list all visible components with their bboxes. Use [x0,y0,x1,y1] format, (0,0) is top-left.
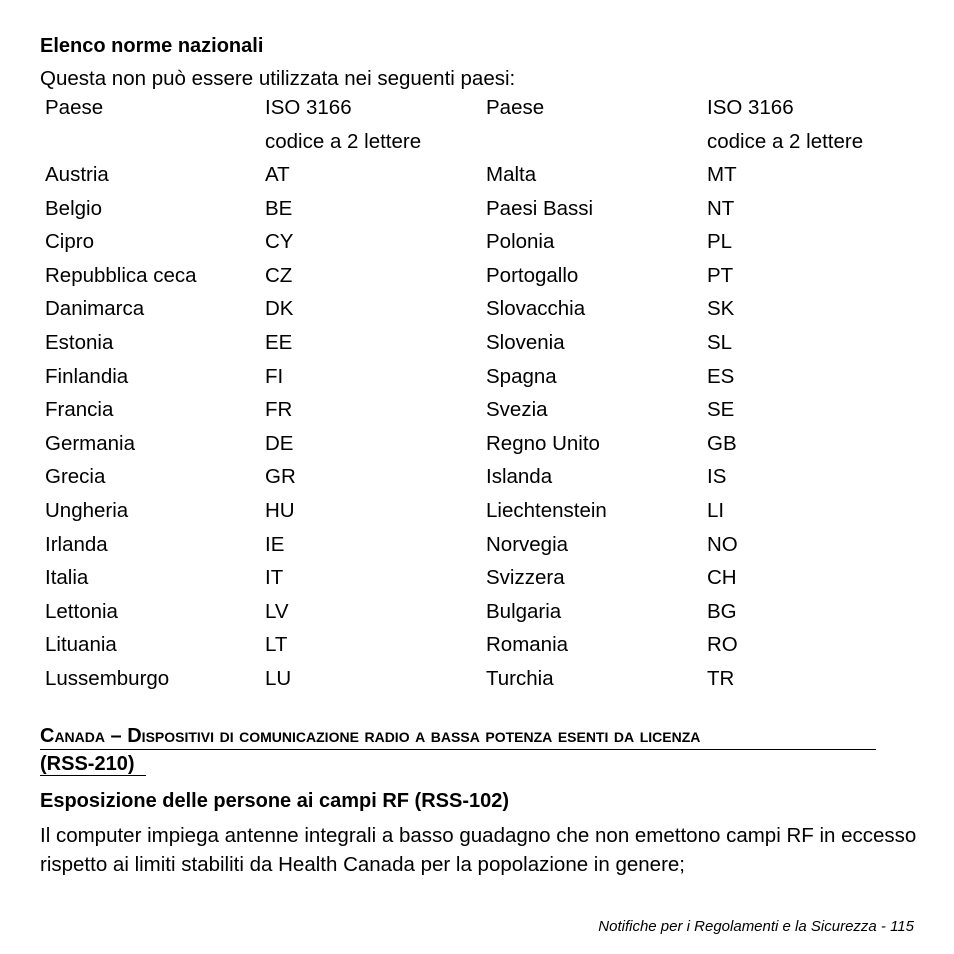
table-cell-code: BE [265,197,293,220]
table-cell-country: Bulgaria [486,600,562,623]
table-cell-country: Danimarca [45,297,145,320]
table-cell-code: FI [265,365,284,388]
table-cell-code: SE [707,398,735,421]
table-header-iso: ISO 3166 [265,96,352,119]
table-cell-country: Svezia [486,398,548,421]
table-cell-code: CH [707,566,737,589]
table-cell-code: ES [707,365,735,388]
table-cell-code: IT [265,566,284,589]
table-cell-country: Lettonia [45,600,118,623]
table-cell-code: LT [265,633,288,656]
table-cell-code: PT [707,264,734,287]
heading-underline [40,749,876,750]
table-cell-country: Irlanda [45,533,108,556]
table-cell-country: Slovacchia [486,297,586,320]
table-cell-country: Grecia [45,465,106,488]
table-header-country: Paese [45,96,104,119]
table-cell-code: CY [265,230,294,253]
table-cell-country: Spagna [486,365,557,388]
table-cell-code: HU [265,499,295,522]
table-cell-code: SK [707,297,735,320]
table-cell-code: GR [265,465,296,488]
table-cell-country: Norvegia [486,533,569,556]
table-cell-country: Portogallo [486,264,579,287]
table-cell-country: Belgio [45,197,102,220]
table-cell-country: Repubblica ceca [45,264,197,287]
section-title: Elenco norme nazionali [40,35,264,57]
table-subheader-iso: codice a 2 lettere [707,130,864,153]
table-header-iso: ISO 3166 [707,96,794,119]
table-cell-country: Austria [45,163,109,186]
table-header-country: Paese [486,96,545,119]
table-cell-country: Turchia [486,667,554,690]
intro-text: Questa non può essere utilizzata nei seguenti paesi: [40,67,516,90]
table-cell-code: LV [265,600,289,623]
table-cell-country: Cipro [45,230,94,253]
table-cell-country: Germania [45,432,136,455]
table-cell-country: Estonia [45,331,114,354]
table-cell-code: CZ [265,264,293,287]
table-cell-code: DE [265,432,294,455]
canada-section-heading [40,722,876,778]
canada-heading-text: Canada – Dispositivi di comunicazione radio a bassa potenza esenti da licenza [40,725,701,747]
table-cell-code: DK [265,297,294,320]
table-cell-country: Islanda [486,465,553,488]
table-cell-code: LI [707,499,725,522]
canada-heading-code: (RSS-210) [40,753,135,775]
table-cell-code: LU [265,667,292,690]
table-cell-country: Romania [486,633,569,656]
table-cell-country: Lituania [45,633,117,656]
table-cell-country: Paesi Bassi [486,197,594,220]
table-cell-code: RO [707,633,738,656]
table-cell-country: Malta [486,163,537,186]
table-cell-country: Regno Unito [486,432,600,455]
table-cell-country: Polonia [486,230,555,253]
table-cell-code: SL [707,331,733,354]
table-cell-code: IE [265,533,285,556]
table-cell-country: Finlandia [45,365,129,388]
table-cell-country: Ungheria [45,499,129,522]
table-cell-country: Francia [45,398,114,421]
table-cell-code: EE [265,331,293,354]
table-cell-country: Lussemburgo [45,667,170,690]
page-footer: Notifiche per i Regolamenti e la Sicurezza - 115 [598,918,914,935]
table-cell-country: Liechtenstein [486,499,607,522]
heading-underline [40,775,146,776]
table-cell-code: PL [707,230,733,253]
table-cell-code: GB [707,432,737,455]
exposure-paragraph: Il computer impiega antenne integrali a basso guadagno che non emettono campi RF in eccesso rispetto ai limiti stabiliti da Health Canada per la popolazione in genere; [40,824,917,876]
table-cell-code: TR [707,667,735,690]
table-cell-code: NO [707,533,738,556]
exposure-heading: Esposizione delle persone ai campi RF (RSS-102) [40,790,510,812]
table-cell-code: AT [265,163,290,186]
table-cell-country: Slovenia [486,331,565,354]
table-subheader-iso: codice a 2 lettere [265,130,422,153]
table-cell-code: MT [707,163,737,186]
table-cell-code: IS [707,465,727,488]
table-cell-country: Italia [45,566,89,589]
table-cell-code: NT [707,197,735,220]
table-cell-code: BG [707,600,737,623]
table-cell-country: Svizzera [486,566,565,589]
table-cell-code: FR [265,398,293,421]
